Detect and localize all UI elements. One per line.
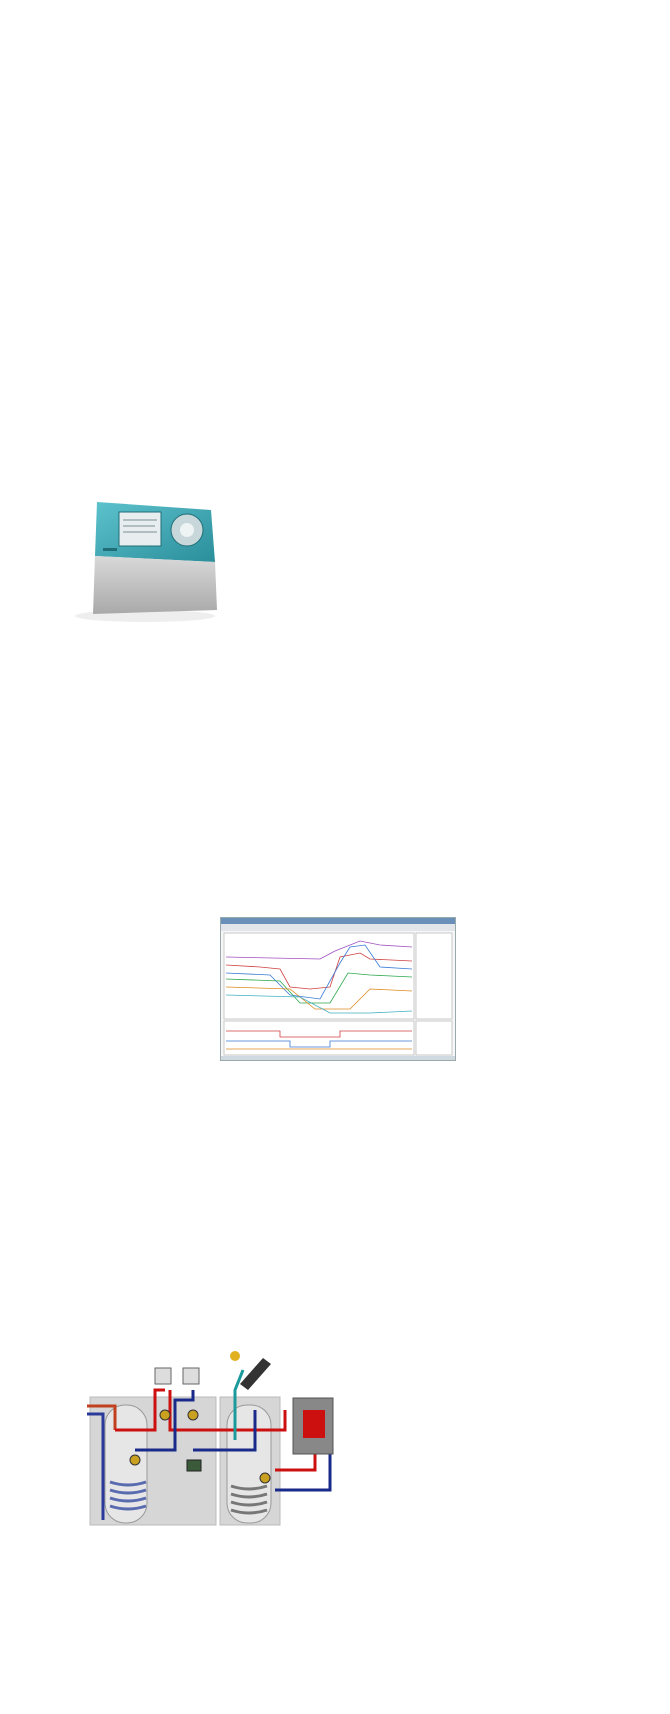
software-screenshot-image (220, 917, 456, 1061)
regulator-device-image (75, 496, 220, 622)
monthly-production-charts (75, 1150, 615, 1260)
installation-diagram (75, 1350, 337, 1536)
